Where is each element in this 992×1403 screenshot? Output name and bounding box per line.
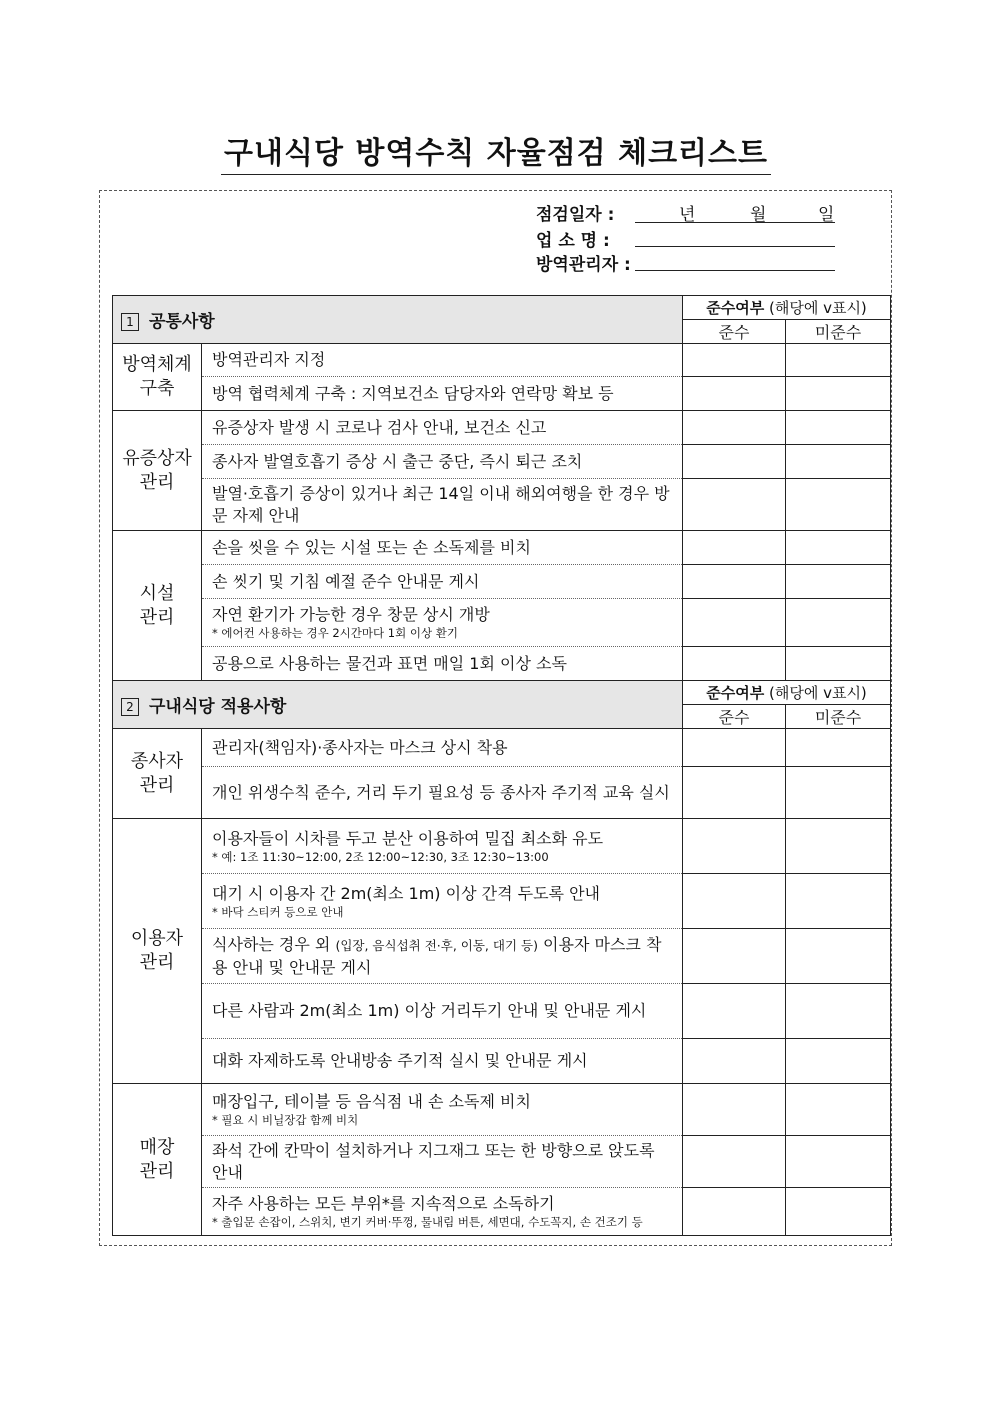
item-text: 종사자 발열호흡기 증상 시 출근 중단, 즉시 퇴근 조치: [212, 451, 583, 471]
item-note: * 출입문 손잡이, 스위치, 변기 커버·뚜껑, 물내림 버튼, 세면대, 수도꼭지, 손 건조기 등: [212, 1215, 643, 1229]
manager-field-line[interactable]: [635, 270, 835, 271]
item-text: 대화 자제하도록 안내방송 주기적 실시 및 안내문 게시: [212, 1051, 588, 1070]
compliance-header: [683, 296, 891, 320]
item-note: * 예: 1조 11:30~12:00, 2조 12:00~12:30, 3조 12:30~13:00: [212, 849, 549, 864]
noncomply-check-cell[interactable]: [786, 344, 891, 377]
comply-check-cell[interactable]: [683, 1039, 786, 1084]
item-text-detail: (입장, 음식섭취 전·후, 이동, 대기 등): [335, 937, 538, 953]
checklist-item: [202, 1136, 683, 1188]
checklist-row: [113, 565, 891, 599]
checklist-row: [113, 647, 891, 681]
item-note: * 필요 시 비닐장갑 함께 비치: [212, 1113, 359, 1127]
category-cell: [113, 819, 202, 1084]
checklist-row: [113, 1084, 891, 1136]
noncomply-check-cell[interactable]: [786, 565, 891, 599]
checklist-row: [113, 531, 891, 565]
comply-check-cell[interactable]: [683, 479, 786, 531]
noncomply-check-cell[interactable]: [786, 1188, 891, 1236]
item-text: 관리자(책임자)·종사자는 마스크 상시 착용: [212, 737, 508, 757]
comply-check-cell[interactable]: [683, 565, 786, 599]
category-line-2: 관리: [139, 952, 175, 973]
noncomply-check-cell[interactable]: [786, 599, 891, 647]
checklist-item: [202, 377, 683, 411]
checklist-row: [113, 1136, 891, 1188]
noncomply-header: [786, 320, 891, 344]
noncomply-header-text: 미준수: [814, 708, 862, 727]
comply-check-cell[interactable]: [683, 445, 786, 479]
compliance-header-note: (해당에 v표시): [768, 684, 867, 702]
checklist-row: [113, 929, 891, 984]
comply-check-cell[interactable]: [683, 647, 786, 681]
noncomply-check-cell[interactable]: [786, 411, 891, 445]
checklist-item: [202, 445, 683, 479]
item-text: 이용자들이 시차를 두고 분산 이용하여 밀집 최소화 유도: [212, 828, 604, 848]
checklist-item: [202, 344, 683, 377]
item-text: 매장입구, 테이블 등 음식점 내 손 소독제 비치: [212, 1092, 531, 1111]
section-title: 공통사항: [149, 312, 215, 332]
noncomply-check-cell[interactable]: [786, 1136, 891, 1188]
item-note: * 바닥 스티커 등으로 안내: [212, 904, 344, 919]
category-cell: [113, 1084, 202, 1236]
comply-header: [683, 705, 786, 729]
checklist-item: [202, 1039, 683, 1084]
noncomply-check-cell[interactable]: [786, 929, 891, 984]
comply-check-cell[interactable]: [683, 767, 786, 819]
category-line-1: 매장: [139, 1136, 175, 1158]
checklist-item: [202, 411, 683, 445]
section-header-row: [113, 296, 891, 320]
checklist-row: [113, 1188, 891, 1236]
title-underline: [221, 174, 771, 175]
category-line-1: 시설: [139, 582, 175, 604]
comply-header-text: 준수: [718, 323, 750, 342]
category-line-1: 방역체계: [122, 354, 192, 375]
checklist-item: [202, 1188, 683, 1236]
category-line-1: 종사자: [130, 750, 184, 772]
comply-check-cell[interactable]: [683, 411, 786, 445]
item-text: 공용으로 사용하는 물건과 표면 매일 1회 이상 소독: [212, 653, 567, 673]
category-cell: [113, 531, 202, 681]
section-title: 구내식당 적용사항: [149, 697, 287, 717]
noncomply-check-cell[interactable]: [786, 531, 891, 565]
checklist-item: [202, 565, 683, 599]
comply-check-cell[interactable]: [683, 599, 786, 647]
comply-check-cell[interactable]: [683, 1188, 786, 1236]
noncomply-check-cell[interactable]: [786, 729, 891, 767]
item-text: 방역 협력체계 구축 : 지역보건소 담당자와 연락망 확보 등: [212, 383, 614, 403]
noncomply-header: [786, 705, 891, 729]
compliance-header-bold: 준수여부: [706, 299, 765, 317]
noncomply-check-cell[interactable]: [786, 819, 891, 874]
category-line-2: 관리: [139, 471, 175, 493]
item-text-part: 식사하는 경우 외: [212, 934, 336, 954]
category-line-1: 유증상자: [122, 447, 192, 469]
business-field-line[interactable]: [635, 246, 835, 247]
item-text: 자연 환기가 가능한 경우 창문 상시 개방: [212, 605, 490, 624]
checklist-item: [202, 599, 683, 647]
checklist-item: [202, 1084, 683, 1136]
checklist-row: [113, 599, 891, 647]
noncomply-check-cell[interactable]: [786, 874, 891, 929]
checklist-row: [113, 344, 891, 377]
checklist-row: [113, 767, 891, 819]
compliance-header-note: (해당에 v표시): [768, 299, 867, 317]
checklist-row: [113, 819, 891, 874]
business-label: 업 소 명 :: [536, 231, 610, 251]
comply-check-cell[interactable]: [683, 1136, 786, 1188]
item-text: 방역관리자 지정: [212, 350, 326, 369]
category-line-2: 구축: [139, 378, 175, 399]
manager-label: 방역관리자 :: [536, 255, 631, 275]
comply-check-cell[interactable]: [683, 531, 786, 565]
noncomply-check-cell[interactable]: [786, 479, 891, 531]
checklist-item: [202, 729, 683, 767]
compliance-header-bold: 준수여부: [706, 684, 765, 702]
item-text: 유증상자 발생 시 코로나 검사 안내, 보건소 신고: [212, 417, 547, 437]
page-title: 구내식당 방역수칙 자율점검 체크리스트: [224, 136, 768, 171]
checklist-item: [202, 531, 683, 565]
comply-check-cell[interactable]: [683, 344, 786, 377]
day-label: 일: [818, 205, 835, 225]
checklist-item: [202, 479, 683, 531]
checklist-row: [113, 984, 891, 1039]
checklist-item: [202, 874, 683, 929]
comply-check-cell[interactable]: [683, 1084, 786, 1136]
checklist-row: [113, 479, 891, 531]
comply-check-cell[interactable]: [683, 984, 786, 1039]
category-line-2: 관리: [139, 606, 175, 628]
category-line-2: 관리: [139, 774, 175, 796]
comply-header-text: 준수: [718, 708, 750, 727]
noncomply-header-text: 미준수: [814, 323, 862, 342]
comply-check-cell[interactable]: [683, 729, 786, 767]
comply-check-cell[interactable]: [683, 377, 786, 411]
checklist-row: [113, 729, 891, 767]
checklist-item: [202, 929, 683, 984]
section-number-box: 1: [121, 313, 139, 331]
compliance-header: [683, 681, 891, 705]
noncomply-check-cell[interactable]: [786, 445, 891, 479]
section-title-cell: [113, 681, 683, 729]
date-field-line[interactable]: [635, 222, 835, 223]
item-note: * 에어컨 사용하는 경우 2시간마다 1회 이상 환기: [212, 626, 458, 640]
item-text: 자주 사용하는 모든 부위*를 지속적으로 소독하기: [212, 1194, 555, 1213]
section-title-cell: [113, 296, 683, 344]
section-number-box: 2: [121, 698, 139, 716]
item-text: 손 씻기 및 기침 예절 준수 안내문 게시: [212, 571, 480, 591]
checklist-table: [112, 295, 891, 1236]
checklist-row: [113, 874, 891, 929]
date-label: 점검일자 :: [536, 205, 615, 225]
noncomply-check-cell[interactable]: [786, 767, 891, 819]
item-text: 대기 시 이용자 간 2m(최소 1m) 이상 간격 두도록 안내: [212, 883, 600, 903]
item-text: 발열·호흡기 증상이 있거나 최근 14일 이내 해외여행을 한 경우 방문 자제 안내: [212, 483, 670, 525]
month-label: 월: [750, 205, 767, 225]
item-text: 다른 사람과 2m(최소 1m) 이상 거리두기 안내 및 안내문 게시: [212, 1001, 647, 1020]
noncomply-check-cell[interactable]: [786, 647, 891, 681]
year-label: 년: [679, 205, 696, 225]
item-text: 개인 위생수칙 준수, 거리 두기 필요성 등 종사자 주기적 교육 실시: [212, 782, 670, 802]
noncomply-check-cell[interactable]: [786, 984, 891, 1039]
comply-header: [683, 320, 786, 344]
category-cell: [113, 729, 202, 819]
category-cell: [113, 344, 202, 411]
item-text-part: 이용자 마스크 착용 안내 및 안내문 게시: [212, 934, 662, 977]
checklist-row: [113, 1039, 891, 1084]
category-cell: [113, 411, 202, 531]
checklist-row: [113, 445, 891, 479]
item-text: 손을 씻을 수 있는 시설 또는 손 소독제를 비치: [212, 537, 531, 557]
comply-check-cell[interactable]: [683, 819, 786, 874]
checklist-item: [202, 647, 683, 681]
checklist-row: [113, 411, 891, 445]
checklist-row: [113, 377, 891, 411]
noncomply-check-cell[interactable]: [786, 377, 891, 411]
checklist-item: [202, 984, 683, 1039]
category-line-1: 이용자: [130, 928, 184, 949]
checklist-item: [202, 819, 683, 874]
section-header-row: [113, 681, 891, 705]
comply-check-cell[interactable]: [683, 874, 786, 929]
item-text: 좌석 간에 칸막이 설치하거나 지그재그 또는 한 방향으로 앉도록 안내: [212, 1140, 655, 1182]
noncomply-check-cell[interactable]: [786, 1084, 891, 1136]
comply-check-cell[interactable]: [683, 929, 786, 984]
noncomply-check-cell[interactable]: [786, 1039, 891, 1084]
checklist-item: [202, 767, 683, 819]
category-line-2: 관리: [139, 1160, 175, 1182]
